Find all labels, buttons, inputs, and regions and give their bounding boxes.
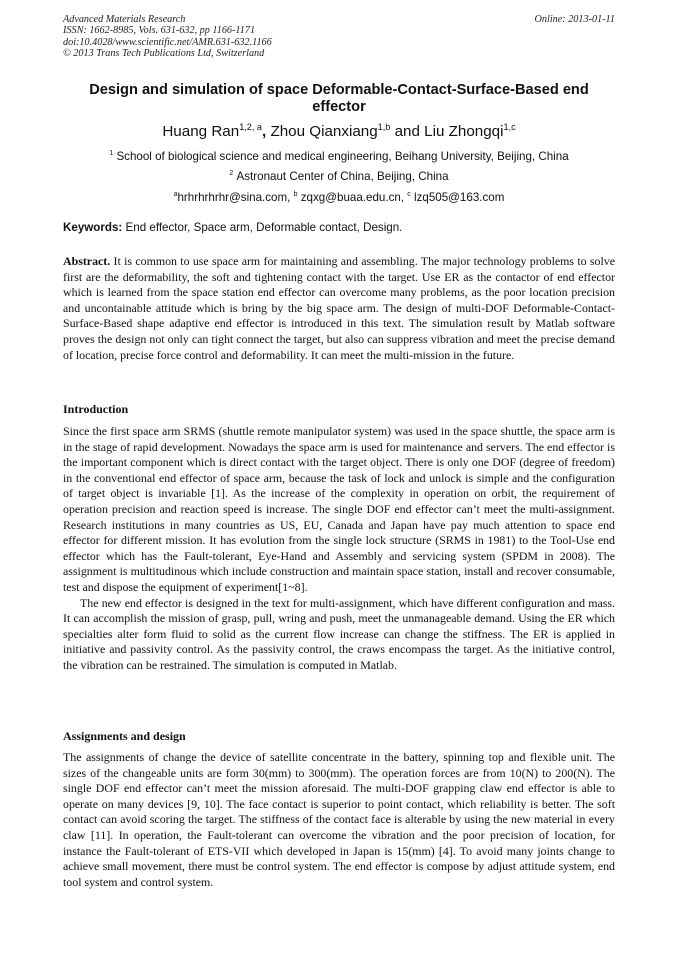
section-heading-introduction: Introduction [63,402,129,416]
affiliation-text: School of biological science and medical engineering, Beihang University, Beijing, China [116,150,569,163]
paragraph: Since the first space arm SRMS (shuttle remote manipulator system) was used in the space shuttle, the space arm is in the stage of rapid development. Nowadays the space arm is used for maintenance and servers. The end effector is the important component which is direct contact with the target object. There is only one DOF (degree of freedom) in the conventional end effector of space arm, because the task of lock and unlock is simple and the configuration of target object is invariable [1]. As the increase of the complexity in operation on orbit, the requirement of operation precision and reaction speed is increase. The single DOF end effector can’t meet the multi-assignment. Research institutions in many countries as US, EU, Canada and Japan have pay much attention to space end effector for different mission. It has evolution from the single lock structure (SRMS in 1981) to the Tool-Use end effector which has the Fault-tolerant, Eye-Hand and Assembly and servicing system (SPDM in 2008). The assignment is multitudinous which include construction and maintain space station, install and recover consumable, test and dispose the equipment of experiment[1~8]. [63,424,615,594]
keywords [63,221,615,235]
doi-line: doi:10.4028/www.scientific.net/AMR.631-632.1166 [63,36,272,48]
email-mark: a [173,191,178,199]
email-link[interactable]: lzq505@163.com [414,191,505,204]
author-name: Huang Ran [162,123,240,140]
journal-name: Advanced Materials Research [63,14,186,25]
email-link[interactable]: hrhrhrhrhr@sina.com [177,191,288,204]
author-name: Liu Zhongqi [424,123,504,140]
paragraph: The new end effector is designed in the text for multi-assignment, which have different configuration and mass. It can accomplish the mission of grasp, pull, wring and push, meet the unmanageable demand. Using the ER which specialties alter form fluid to solid as the current flow increase can change the stiffness. The ER is applied in initiative and passivity control. As the passivity control, the craws encompass the target. As the initiative control, the vibration can be restrained. The simulation is computed in Matlab. [63,595,615,672]
abstract-text: It is common to use space arm for maintaining and assembling. The major technology problems to solve first are the deformability, the soft and tightening contact with the target. Use ER as the contactor of end effector which is learned from the space station end effector can overcome many problems, as the poor location precision and uncontainable attitude which is bring by the big space arm. The design of multi-DOF Deformable-Contact-Surface-Based shape adaptive end effector is introduced in this text. The simulation result by Matlab software proves the design not only can tight connect the target, but also can suppress vibration and meet the precise demand of location, precise force control and deformability. It can meet the multi-mission in the future. [63,254,615,362]
email-separator: , [400,191,408,204]
author-separator: , [261,123,271,140]
introduction-body [63,424,615,674]
email-mark: b [293,191,298,199]
copyright-line: © 2013 Trans Tech Publications Ltd, Switzerland [63,47,265,59]
section-heading-assignments: Assignments and design [63,729,186,743]
affiliation-text: Astronaut Center of China, Beijing, China [236,170,449,183]
author-separator: and [390,123,425,140]
author-affiliation-mark: 1,2, a [239,121,262,132]
keywords-label: Keywords: [63,221,123,234]
abstract-label: Abstract. [63,254,111,268]
author-affiliation-mark: 1,c [503,121,516,132]
keywords-text: End effector, Space arm, Deformable contact, Design. [125,221,403,234]
assignments-body: The assignments of change the device of satellite concentrate in the battery, spinning top and flexible unit. The sizes of the changeable units are form 30(mm) to 300(mm). The operation forces are from 10(N) to 200(N). The single DOF end effector can’t meet the mission aforesaid. The multi-DOF grapping claw end effector is able to operate on many devices [9, 10]. The face contact is superior to point contact, which reliability is better. The soft contact can avoid scoring the target. The stiffness of the contact face is alterable by using the new material in every claw [11]. In operation, the Fault-tolerant can overcome the vibration and the poor precision of location, for instance the Fault-tolerant of ETS-VII which developed in Japan is 15(mm) [4]. To avoid many joints change to achieve small movement, there must be control system. The end effector is compose by adjust attitude system, end tool system and control system. [63,750,615,889]
affiliation [63,150,615,164]
issn-line: ISSN: 1662-8985, Vols. 631-632, pp 1166-1171 [63,25,256,37]
email-mark: c [407,191,411,199]
author-name: Zhou Qianxiang [270,123,378,140]
online-date: Online: 2013-01-11 [534,14,615,25]
email-link[interactable]: zqxg@buaa.edu.cn [300,191,401,204]
email-separator: , [287,191,294,204]
author-list [63,122,615,142]
email-list [63,191,615,205]
author-affiliation-mark: 1,b [377,121,391,132]
affiliation [63,170,615,184]
affiliation-mark: 1 [109,150,114,158]
affiliation-mark: 2 [229,170,234,178]
journal-header [63,14,615,59]
paper-title: Design and simulation of space Deformable-Contact-Surface-Based end effector [89,82,589,115]
abstract [63,254,615,363]
